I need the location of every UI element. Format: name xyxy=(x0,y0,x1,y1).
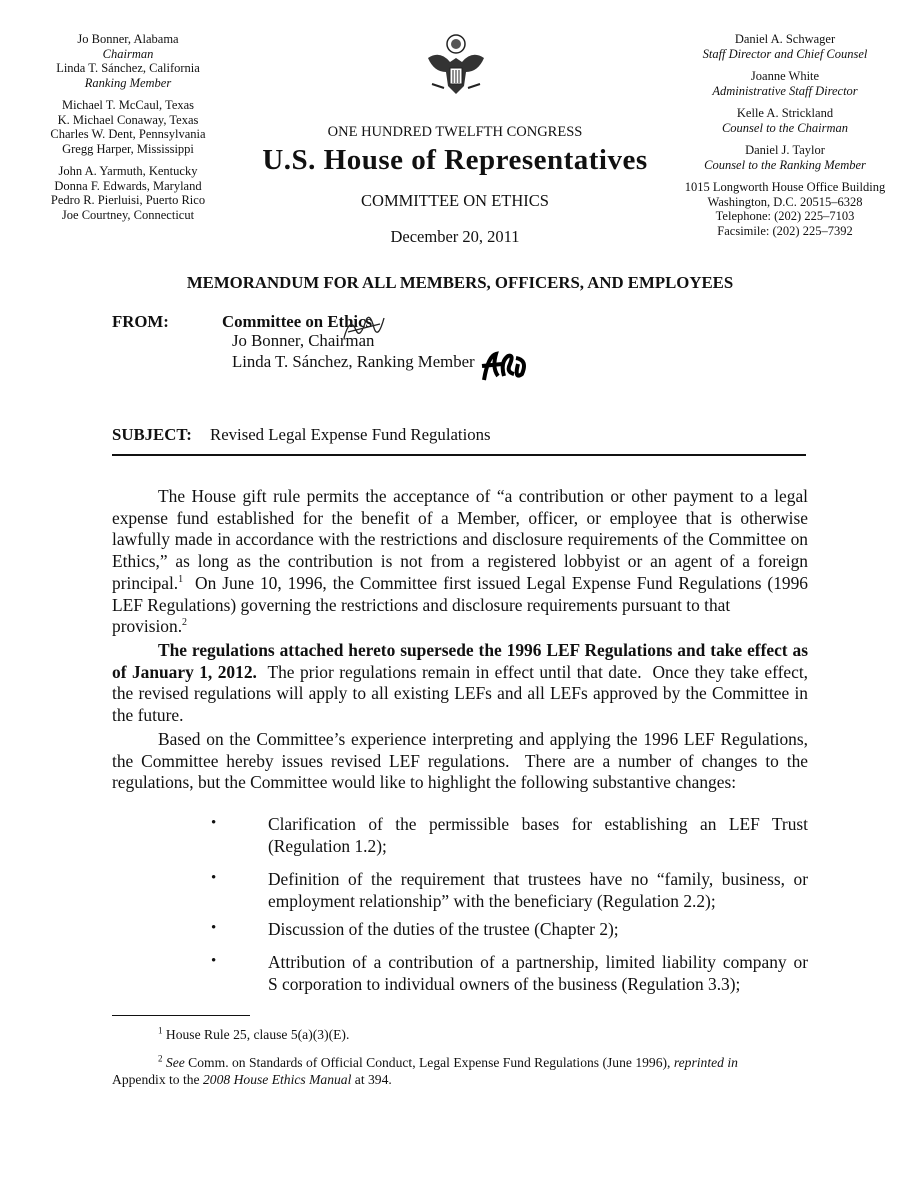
name-line: Charles W. Dent, Pennsylvania xyxy=(50,127,206,141)
footnote-2-line xyxy=(158,1054,738,1071)
text-segment: Based on the Committee’s experience interpreting and applying the 1996 LEF Regulations, xyxy=(158,729,808,749)
chairman-initials-signature xyxy=(340,310,388,346)
text-segment: See xyxy=(165,1055,185,1070)
footnote-divider xyxy=(112,1015,250,1016)
bullet-icon: • xyxy=(211,920,217,936)
role-title: Counsel to the Chairman xyxy=(721,120,849,135)
footnote-reference: 2 xyxy=(158,1053,163,1064)
header-group xyxy=(28,164,228,222)
bullet-item-line: Definition of the requirement that trustees have no “family, business, or xyxy=(268,869,808,889)
name-line: Michael T. McCaul, Texas xyxy=(61,98,195,112)
congress-label: ONE HUNDRED TWELFTH CONGRESS xyxy=(327,124,583,140)
name-line: Telephone: (202) 225–7103 xyxy=(715,209,855,223)
role-title: Administrative Staff Director xyxy=(712,83,858,98)
header-group xyxy=(28,98,228,156)
paragraph-2-line xyxy=(158,640,808,662)
text-segment: the revised regulations will apply to all existing LEFs and all LEFs approved by the Committee in xyxy=(112,683,808,704)
role-title: Counsel to the Ranking Member xyxy=(704,157,866,172)
text-segment: The House gift rule permits the acceptance of “a contribution or other payment to a legal xyxy=(158,486,808,506)
footnote-reference: 2 xyxy=(182,617,188,629)
header-divider xyxy=(112,454,806,456)
name-line: Joe Courtney, Connecticut xyxy=(61,207,195,222)
role-title: Chairman xyxy=(102,46,154,61)
from-chairman: Jo Bonner, Chairman xyxy=(232,331,375,350)
header-group xyxy=(665,143,905,172)
text-segment: lawfully made in accordance with the restrictions and disclosure requirements of the Committee on xyxy=(112,529,808,550)
memo-title: MEMORANDUM FOR ALL MEMBERS, OFFICERS, AND EMPLOYEES xyxy=(186,273,734,292)
great-seal-icon xyxy=(420,28,492,100)
role-title: Ranking Member xyxy=(84,75,172,90)
header-group xyxy=(665,69,905,98)
text-segment: principal. xyxy=(112,572,179,593)
footnote-reference: 1 xyxy=(178,574,184,585)
name-line: Donna F. Edwards, Maryland xyxy=(54,178,202,193)
text-segment: The prior regulations remain in effect until that date. Once they take effect, xyxy=(256,661,809,682)
bullet-item-line: employment relationship” with the beneficiary (Regulation 2.2); xyxy=(268,890,716,911)
header-group xyxy=(28,32,228,90)
ranking-member-initials-signature xyxy=(478,346,530,386)
text-segment: 2008 House Ethics Manual xyxy=(203,1072,352,1087)
header-group xyxy=(665,32,905,61)
staff-contact-list xyxy=(665,32,905,246)
text-segment: LEF Regulations) governing the restrictions and disclosure requirements pursuant to that provision. xyxy=(112,594,735,637)
subject-label: SUBJECT: xyxy=(112,425,192,444)
text-segment: Appendix to the xyxy=(112,1072,203,1087)
text-segment: The regulations attached hereto supersede the 1996 LEF Regulations and take effect as xyxy=(158,640,808,660)
paragraph-2-line xyxy=(112,662,808,684)
text-segment: at 394. xyxy=(351,1072,392,1087)
paragraph-2-line xyxy=(112,705,808,727)
paragraph-1-line xyxy=(158,486,808,508)
text-segment: Comm. on Standards of Official Conduct, Legal Expense Fund Regulations (June 1996), xyxy=(184,1055,674,1070)
name-line: Linda T. Sánchez, California xyxy=(56,61,200,75)
text-segment: House Rule 25, clause 5(a)(3)(E). xyxy=(162,1027,350,1042)
memo-date: December 20, 2011 xyxy=(390,227,520,246)
paragraph-1-line xyxy=(112,594,808,637)
bullet-icon: • xyxy=(211,953,217,969)
text-segment: reprinted in xyxy=(673,1055,738,1070)
role-title: Staff Director and Chief Counsel xyxy=(702,46,868,61)
name-line: John A. Yarmuth, Kentucky xyxy=(58,164,198,178)
bullet-icon: • xyxy=(211,870,217,886)
text-segment: Ethics,” as long as the contribution is not from a registered lobbyist or an agent of a foreign xyxy=(112,551,808,572)
bullet-item-line: Attribution of a contribution of a partnership, limited liability company or xyxy=(268,952,808,972)
house-title: U.S. House of Representatives xyxy=(262,144,648,176)
name-line: Jo Bonner, Alabama xyxy=(77,32,179,46)
header-group xyxy=(665,106,905,135)
name-line: Daniel J. Taylor xyxy=(745,143,825,157)
name-line: Facsimile: (202) 225–7392 xyxy=(717,223,853,238)
paragraph-3-line xyxy=(158,729,808,751)
text-segment: of January 1, 2012. xyxy=(112,661,257,682)
name-line: K. Michael Conaway, Texas xyxy=(57,112,199,127)
name-line: Washington, D.C. 20515–6328 xyxy=(707,194,863,209)
bullet-item-line: S corporation to individual owners of the business (Regulation 3.3); xyxy=(268,973,741,994)
bullet-item-line: Clarification of the permissible bases for establishing an LEF Trust xyxy=(268,814,808,834)
from-committee: Committee on Ethics xyxy=(222,312,373,331)
name-line: Gregg Harper, Mississippi xyxy=(62,141,194,156)
name-line: Daniel A. Schwager xyxy=(734,32,836,46)
bullet-item-line: (Regulation 1.2); xyxy=(268,835,387,856)
paragraph-3-line xyxy=(112,772,808,794)
paragraph-1-line xyxy=(112,551,808,573)
text-segment: the Committee hereby issues revised LEF regulations. There are a number of changes to the xyxy=(112,750,808,771)
footnote-1-line xyxy=(158,1026,349,1043)
paragraph-2-line xyxy=(112,683,808,705)
subject-text: Revised Legal Expense Fund Regulations xyxy=(210,425,491,444)
text-segment: regulations, but the Committee would like to highlight the following substantive changes: xyxy=(112,772,737,793)
paragraph-1-line xyxy=(112,508,808,530)
text-segment: On June 10, 1996, the Committee first issued Legal Expense Fund Regulations (1996 xyxy=(183,572,808,593)
from-ranking-member: Linda T. Sánchez, Ranking Member xyxy=(232,352,475,371)
paragraph-1-line xyxy=(112,573,808,595)
bullet-icon: • xyxy=(211,815,217,831)
bullet-item-line: Discussion of the duties of the trustee (Chapter 2); xyxy=(268,919,619,939)
committee-label: COMMITTEE ON ETHICS xyxy=(361,191,549,210)
name-line: Joanne White xyxy=(750,69,820,83)
from-label: FROM: xyxy=(112,312,169,331)
paragraph-1-line xyxy=(112,529,808,551)
footnote-2-line xyxy=(112,1071,392,1088)
text-segment: the future. xyxy=(112,705,184,726)
committee-members-list xyxy=(28,32,228,230)
text-segment: expense fund established for the benefit of a Member, officer, or employee that is otherwise xyxy=(112,507,808,528)
name-line: 1015 Longworth House Office Building xyxy=(684,180,886,194)
footnote-reference: 1 xyxy=(158,1025,163,1036)
name-line: Kelle A. Strickland xyxy=(736,106,834,120)
paragraph-3-line xyxy=(112,751,808,773)
name-line: Pedro R. Pierluisi, Puerto Rico xyxy=(50,193,206,207)
header-group xyxy=(665,180,905,238)
